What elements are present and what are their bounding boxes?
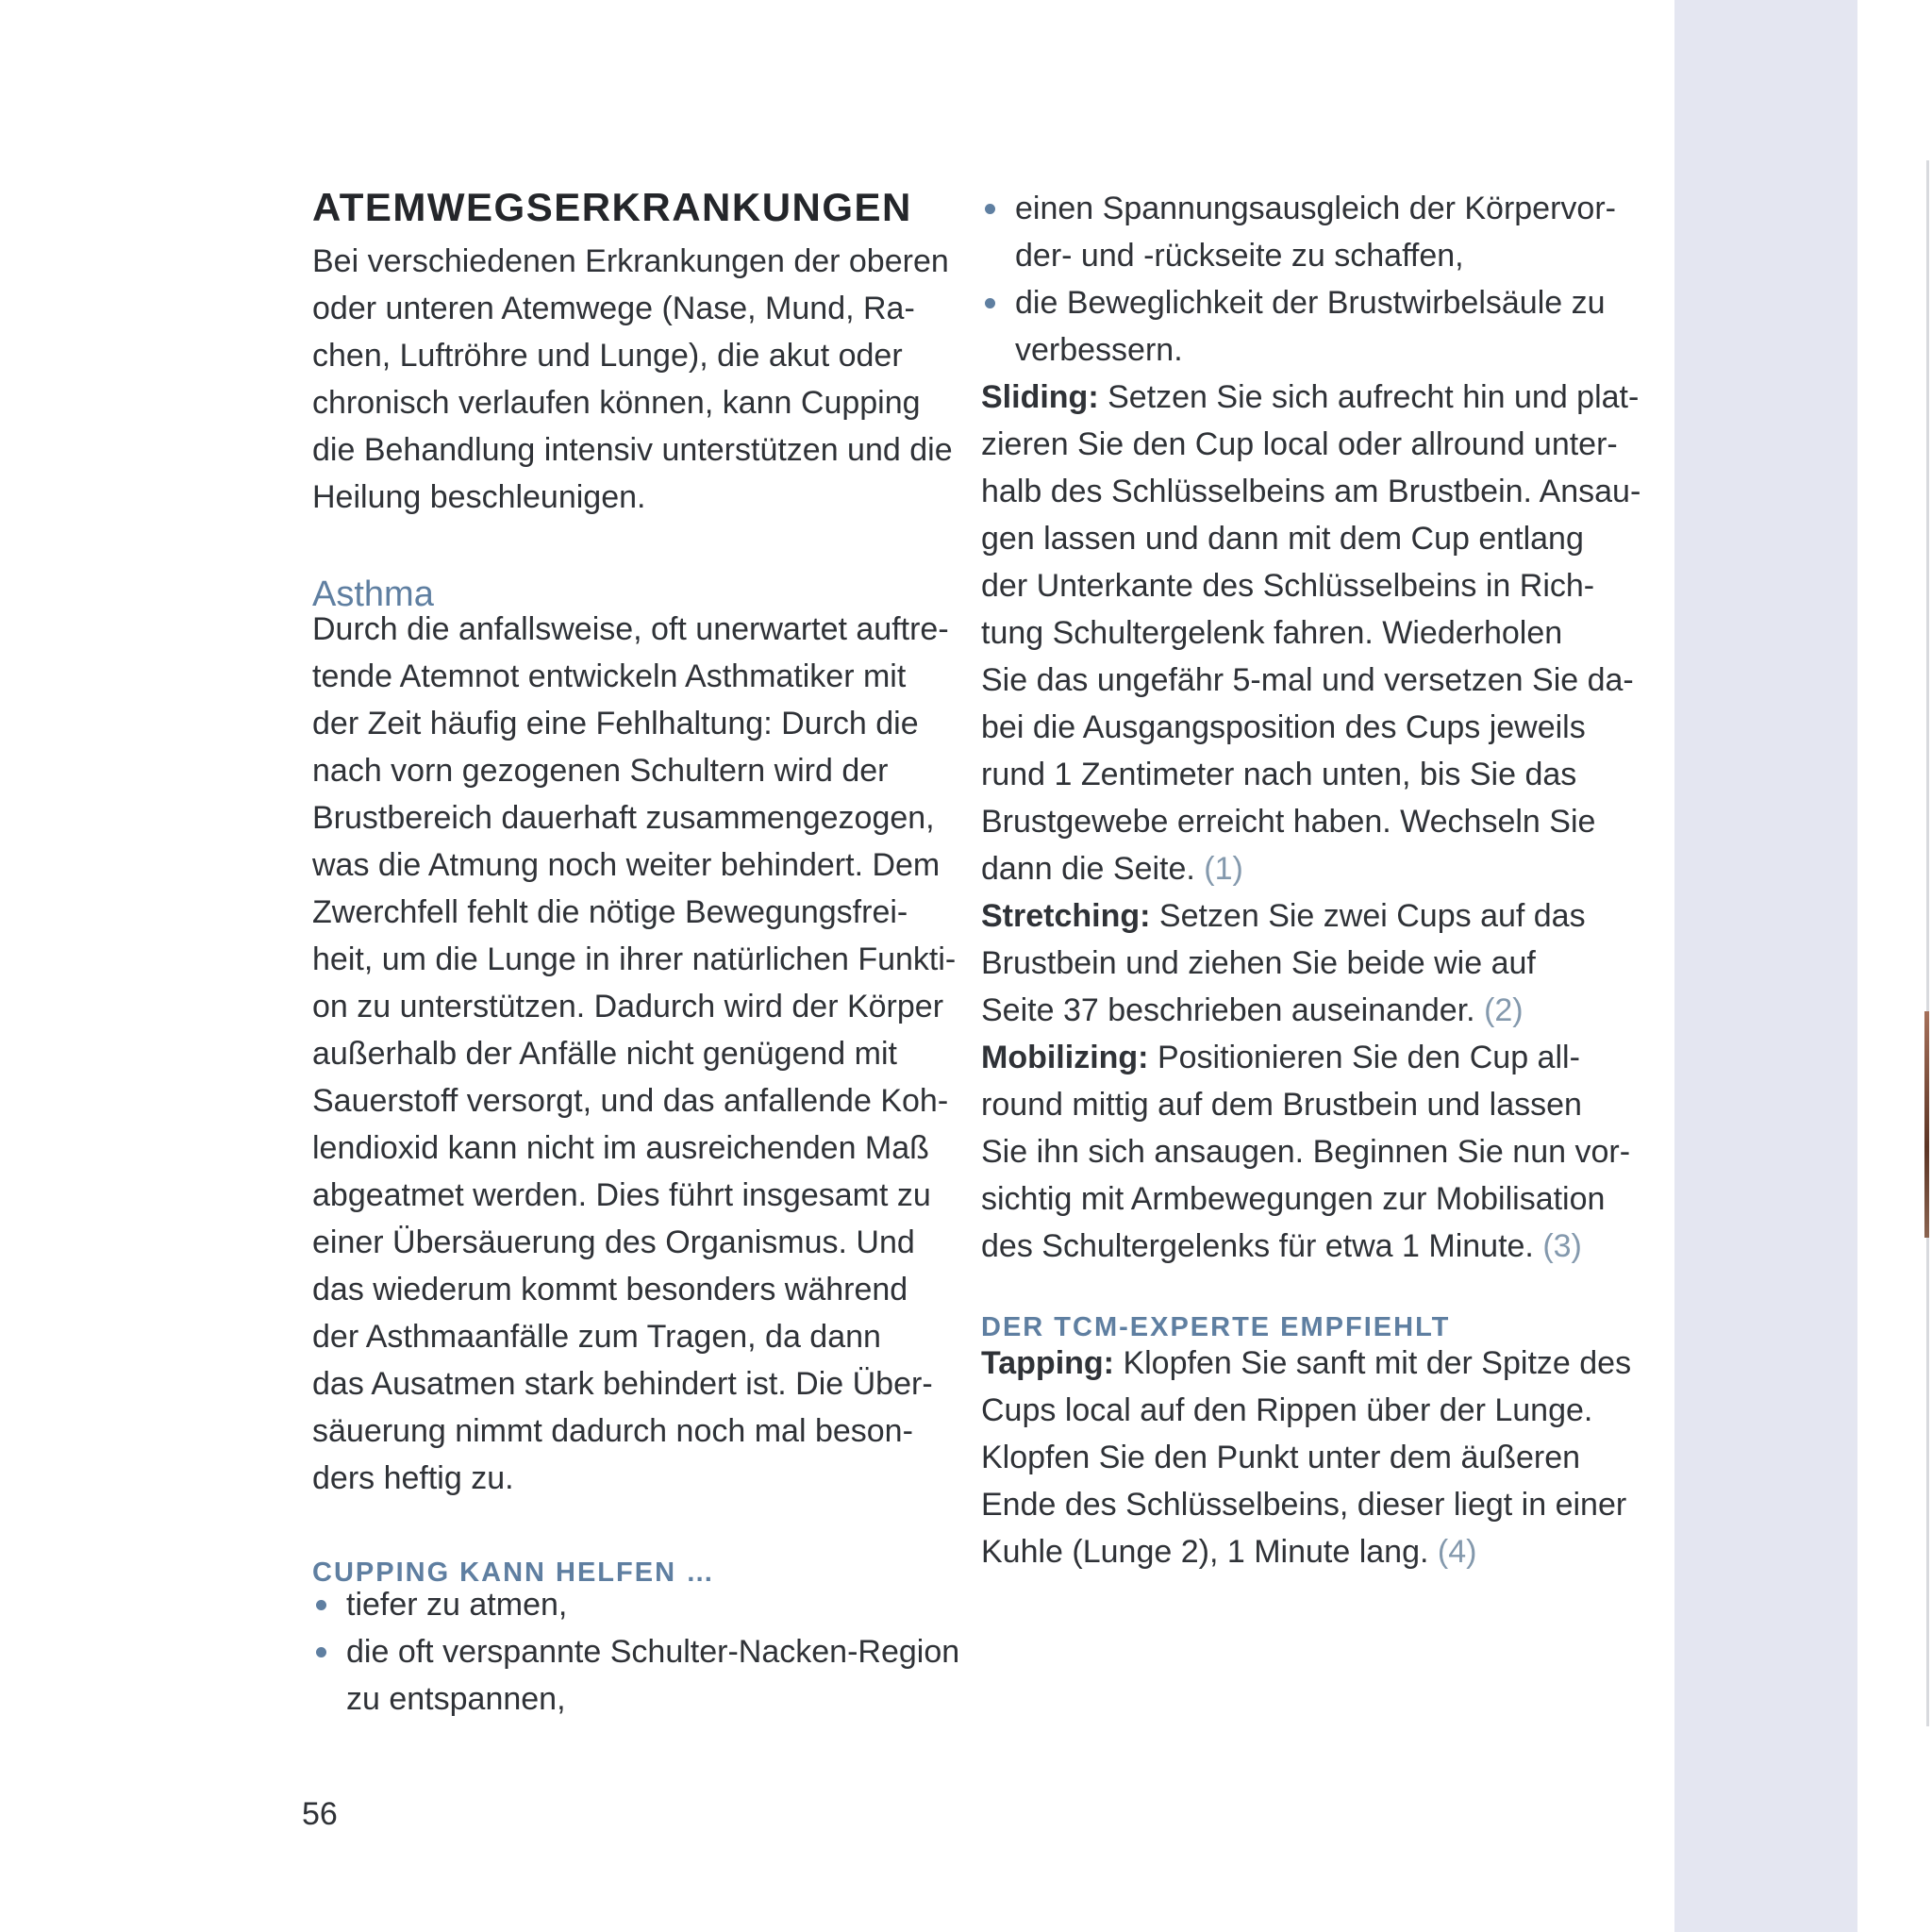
page-edge-shadow: [1924, 1011, 1929, 1238]
tapping-paragraph: [981, 1340, 1631, 1575]
page-edge-line: [1926, 160, 1929, 1726]
text-line: einen Spannungsausgleich der Körpervor-: [1015, 191, 1616, 226]
stretching-paragraph: [981, 892, 1586, 1034]
cupping-helps-heading: CUPPING KANN HELFEN …: [312, 1557, 716, 1588]
text-line: round mittig auf dem Brustbein und lassen: [981, 1087, 1582, 1123]
text-line: tung Schultergelenk fahren. Wiederholen: [981, 615, 1563, 651]
text-line: on zu unterstützen. Dadurch wird der Körper: [312, 989, 944, 1024]
text-line: Stretching: Setzen Sie zwei Cups auf das: [981, 898, 1586, 934]
asthma-paragraph: [312, 606, 956, 1502]
text-line: Brustbein und ziehen Sie beide wie auf: [981, 945, 1536, 981]
tcm-expert-heading: DER TCM-EXPERTE EMPFIEHLT: [981, 1312, 1451, 1342]
text-line: halb des Schlüsselbeins am Brustbein. Ansau-: [981, 474, 1641, 509]
text-line: zieren Sie den Cup local oder allround unter-: [981, 426, 1618, 462]
text-line: Durch die anfallsweise, oft unerwartet auftre-: [312, 611, 949, 647]
text-line: das Ausatmen stark behindert ist. Die Über-: [312, 1366, 933, 1402]
text-line: säuerung nimmt dadurch noch mal beson-: [312, 1413, 913, 1449]
list-item: [312, 1581, 959, 1628]
text-line: tiefer zu atmen,: [346, 1587, 568, 1623]
text-line: Brustgewebe erreicht haben. Wechseln Sie: [981, 804, 1596, 840]
text-line: rund 1 Zentimeter nach unten, bis Sie das: [981, 757, 1577, 792]
cupping-helps-bullet-list-continued: [981, 185, 1616, 374]
text-line: dann die Seite. (1): [981, 851, 1243, 887]
text-line: Tapping: Klopfen Sie sanft mit der Spitze des: [981, 1345, 1632, 1381]
text-line: außerhalb der Anfälle nicht genügend mit: [312, 1036, 897, 1072]
text-line: Kuhle (Lunge 2), 1 Minute lang. (4): [981, 1534, 1477, 1570]
text-line: chronisch verlaufen können, kann Cupping: [312, 385, 921, 421]
text-line: Zwerchfell fehlt die nötige Bewegungsfrei-: [312, 894, 908, 930]
text-line: Brustbereich dauerhaft zusammengezogen,: [312, 800, 935, 836]
cupping-helps-bullet-list: [312, 1581, 959, 1723]
text-line: die Beweglichkeit der Brustwirbelsäule zu: [1015, 285, 1606, 321]
text-line: oder unteren Atemwege (Nase, Mund, Ra-: [312, 291, 915, 326]
bullet-icon: [316, 1647, 326, 1657]
list-item: [981, 185, 1616, 279]
text-line: der Unterkante des Schlüsselbeins in Rich-: [981, 568, 1595, 604]
text-line: Ende des Schlüsselbeins, dieser liegt in einer: [981, 1487, 1627, 1523]
text-line: zu entspannen,: [346, 1681, 566, 1717]
section-heading: ATEMWEGSERKRANKUNGEN: [312, 185, 912, 230]
text-line: bei die Ausgangsposition des Cups jeweils: [981, 709, 1586, 745]
text-line: die Behandlung intensiv unterstützen und die: [312, 432, 953, 468]
text-line: Klopfen Sie den Punkt unter dem äußeren: [981, 1440, 1581, 1475]
text-line: Cups local auf den Rippen über der Lunge.: [981, 1392, 1593, 1428]
text-line: Sliding: Setzen Sie sich aufrecht hin und plat-: [981, 379, 1640, 415]
text-line: lendioxid kann nicht im ausreichenden Maß: [312, 1130, 929, 1166]
text-line: was die Atmung noch weiter behindert. Dem: [312, 847, 941, 883]
bullet-icon: [316, 1600, 326, 1610]
text-line: ders heftig zu.: [312, 1460, 514, 1496]
text-line: nach vorn gezogenen Schultern wird der: [312, 753, 889, 789]
intro-paragraph: [312, 238, 953, 521]
text-line: Mobilizing: Positionieren Sie den Cup all-: [981, 1040, 1580, 1075]
text-line: Seite 37 beschrieben auseinander. (2): [981, 992, 1524, 1028]
bullet-icon: [985, 204, 995, 214]
text-line: gen lassen und dann mit dem Cup entlang: [981, 521, 1584, 557]
text-line: Sie das ungefähr 5-mal und versetzen Sie da-: [981, 662, 1634, 698]
asthma-subheading: Asthma: [312, 574, 434, 614]
mobilizing-paragraph: [981, 1034, 1630, 1270]
list-item: [981, 279, 1616, 374]
text-line: des Schultergelenks für etwa 1 Minute. (3): [981, 1228, 1582, 1264]
sliding-paragraph: [981, 374, 1641, 892]
text-line: sichtig mit Armbewegungen zur Mobilisation: [981, 1181, 1606, 1217]
list-item: [312, 1628, 959, 1723]
right-margin-stripe: [1674, 0, 1857, 1932]
text-line: abgeatmet werden. Dies führt insgesamt zu: [312, 1177, 931, 1213]
left-column: [312, 0, 960, 1932]
page-number: 56: [302, 1796, 338, 1832]
text-line: tende Atemnot entwickeln Asthmatiker mit: [312, 658, 907, 694]
text-line: Heilung beschleunigen.: [312, 479, 646, 515]
text-line: verbessern.: [1015, 332, 1183, 368]
bullet-icon: [985, 298, 995, 308]
text-line: Sie ihn sich ansaugen. Beginnen Sie nun vor-: [981, 1134, 1631, 1170]
text-line: die oft verspannte Schulter-Nacken-Region: [346, 1634, 960, 1670]
right-column: [981, 0, 1641, 1932]
text-line: der Asthmaanfälle zum Tragen, da dann: [312, 1319, 881, 1355]
text-line: Bei verschiedenen Erkrankungen der oberen: [312, 243, 949, 279]
text-line: chen, Luftröhre und Lunge), die akut oder: [312, 338, 903, 374]
text-line: einer Übersäuerung des Organismus. Und: [312, 1224, 915, 1260]
text-line: der- und -rückseite zu schaffen,: [1015, 238, 1464, 274]
text-line: Sauerstoff versorgt, und das anfallende Koh-: [312, 1083, 949, 1119]
text-line: das wiederum kommt besonders während: [312, 1272, 908, 1307]
text-line: heit, um die Lunge in ihrer natürlichen Funkti-: [312, 941, 957, 977]
text-line: der Zeit häufig eine Fehlhaltung: Durch die: [312, 706, 919, 741]
